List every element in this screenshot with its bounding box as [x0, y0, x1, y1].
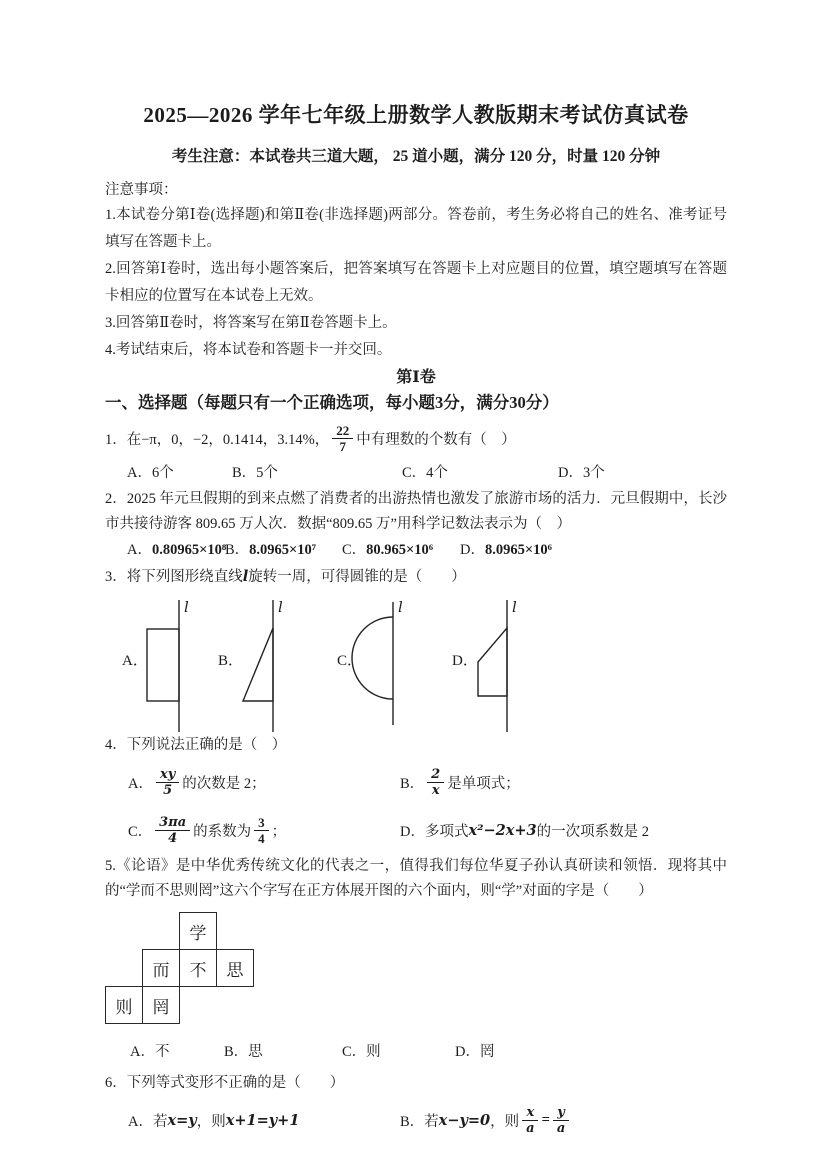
trapezoid-shape [478, 628, 507, 696]
figure-b-label: B． [218, 653, 244, 669]
option-a: A． $\frac{xy}{5}$ 的次数是 2； [128, 766, 266, 798]
fraction-xy-5: $\frac{xy}{5}$ [156, 767, 179, 798]
notice-item-1: 1.本试卷分第Ⅰ卷(选择题)和第Ⅱ卷(非选择题)两部分。答卷前，考生务必将自己的姓名、准考证号填写在答题卡上。 [105, 207, 727, 250]
option-d: D．罔 [455, 1044, 495, 1060]
question-4-stem: 4．下列说法正确的是（ ） [105, 737, 287, 753]
question-1-options [105, 460, 727, 487]
question-4-options-cd [105, 806, 727, 854]
fraction-3pia-4: $\frac{3\pi a}{4}$ [155, 815, 190, 846]
question-6-options-ab [105, 1096, 727, 1144]
option-a: A．不 [130, 1044, 170, 1060]
option-b: B．5个 [232, 465, 278, 481]
axis-label-l: l [398, 598, 403, 616]
equation-xy-eq-0: x−y=0 [438, 1111, 491, 1129]
option-c: C．4个 [402, 465, 448, 481]
question-2-stem: 2．2025 年元旦假期的到来点燃了消费者的出游热情也激发了旅游市场的活力．元旦假期中，长沙市共接待游客 809.65 万人次．数据“809.65 万”用科学记数法表示为（ ） [105, 491, 727, 532]
question-3-stem: 3．将下列图形绕直线l旋转一周，可得圆锥的是（ ） [105, 568, 466, 585]
equals-sign: = [541, 1111, 550, 1128]
exam-subtitle: 考生注意：本试卷共三道大题， 25 道小题，满分 120 分，时量 120 分钟 [171, 148, 661, 165]
triangle-shape [243, 628, 273, 701]
notice-item-3: 3.回答第Ⅱ卷时，将答案写在第Ⅱ卷答题卡上。 [105, 315, 397, 331]
option-b: B．8.0965×10⁷ [225, 542, 317, 558]
option-d: D．8.0965×10⁶ [460, 542, 552, 558]
question-3-figures [100, 592, 725, 732]
rectangle-shape [147, 629, 179, 701]
option-c: C． $\frac{3\pi a}{4}$ 的系数为 $\frac{3}{4}$ ； [128, 814, 287, 846]
page-title: 2025—2026 学年七年级上册数学人教版期末考试仿真试卷 [143, 103, 689, 127]
question-3 [105, 564, 727, 732]
fraction-x-a: $\frac{x}{a}$ [522, 1105, 538, 1136]
question-5-options [105, 1039, 727, 1066]
option-c: C．80.965×10⁶ [342, 542, 434, 558]
notice-item-2: 2.回答第Ⅰ卷时，选出每小题答案后，把答案填写在答题卡上对应题目的位置，填空题填写在答题卡相应的位置写在本试卷上无效。 [105, 261, 727, 304]
net-cell-ze: 则 [105, 986, 143, 1024]
question-4 [105, 732, 727, 854]
axis-label-l: l [184, 598, 189, 616]
notice-item-4: 4.考试结束后，将本试卷和答题卡一并交回。 [105, 342, 392, 358]
equation-x-eq-y: x=y [167, 1111, 197, 1129]
figure-b [243, 600, 273, 732]
question-4-options-ab [105, 758, 727, 806]
figure-a [147, 600, 179, 732]
option-b: B． $\frac{2}{x}$ 是单项式； [400, 766, 520, 798]
option-d: D． 多项式 x²−2x+3 的一次项系数是 2 [400, 821, 649, 840]
equation-x1-eq-y1: x+1=y+1 [225, 1111, 300, 1129]
axis-label-l: l [278, 598, 283, 616]
option-d: D．3个 [558, 465, 605, 481]
option-b: B． 若 x−y=0 ，则 $\frac{x}{a}$ = $\frac{y}{a}$ [400, 1105, 572, 1136]
option-a: A．6个 [127, 465, 174, 481]
net-cell-bu: 不 [179, 949, 217, 987]
fraction-2-x: $\frac{2}{x}$ [427, 767, 444, 798]
fraction-22-7: $\frac{22}{7}$ [332, 423, 353, 454]
question-5-stem: 5.《论语》是中华优秀传统文化的代表之一，值得我们每位华夏子孙认真研读和领悟．现将其中的“学而不思则罔”这六个字写在正方体展开图的六个面内，则“学”对面的字是（ ） [105, 858, 727, 899]
question-5 [105, 854, 727, 1066]
section-heading: 一、选择题（每题只有一个正确选项，每小题3分，满分30分） [105, 393, 559, 412]
question-2-options [105, 537, 727, 564]
question-1-pre: 1．在−π，0，−2，0.1414，3.14%， [105, 431, 330, 448]
axis-label-l: l [512, 598, 517, 616]
figure-a-label: A． [122, 653, 148, 669]
notice-label: 注意事项： [105, 182, 178, 198]
question-1-stem [105, 416, 727, 460]
option-a: A．0.80965×10⁸ [127, 542, 227, 558]
net-cell-wang: 罔 [142, 986, 180, 1024]
figure-d-label: D． [452, 653, 478, 669]
question-2 [105, 487, 727, 564]
option-a: A． 若 x=y ，则 x+1=y+1 [128, 1111, 300, 1130]
net-cell-er: 而 [142, 949, 180, 987]
figure-c-label: C． [337, 653, 363, 669]
option-c: C．则 [342, 1044, 381, 1060]
option-b: B．思 [224, 1044, 263, 1060]
cube-net-figure [105, 912, 259, 1027]
fraction-3-4: $\frac{3}{4}$ [254, 815, 269, 846]
question-6 [105, 1070, 727, 1144]
question-1-post: 中有理数的个数有（ ） [356, 431, 516, 448]
fraction-y-a: $\frac{y}{a}$ [553, 1105, 569, 1136]
volume-heading: 第Ⅰ卷 [396, 369, 436, 386]
question-6-stem: 6．下列等式变形不正确的是（ ） [105, 1075, 345, 1091]
figure-d [478, 600, 507, 732]
net-cell-xue: 学 [179, 912, 217, 950]
net-cell-si: 思 [216, 949, 254, 987]
question-1 [105, 416, 727, 487]
polynomial-expression: x²−2x+3 [468, 821, 537, 839]
